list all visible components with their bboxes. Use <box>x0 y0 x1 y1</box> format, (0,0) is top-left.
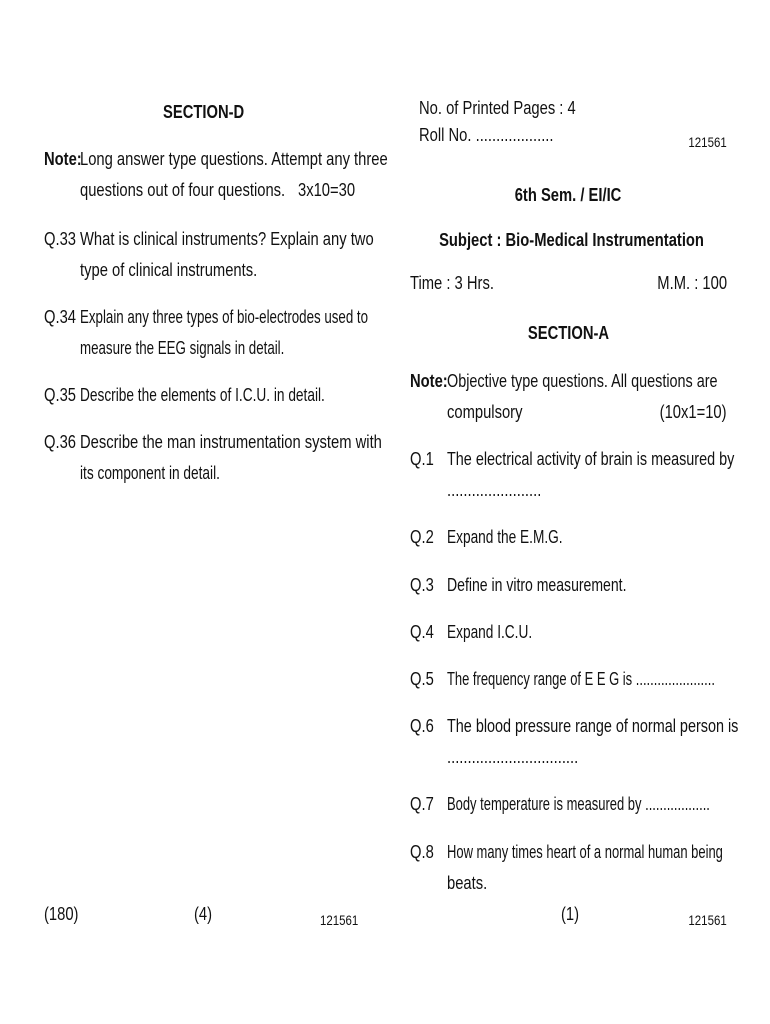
section-a-title: SECTION-A <box>527 323 609 343</box>
question-text-continued: its component in detail. <box>80 463 220 483</box>
question-text: What is clinical instruments? Explain any two <box>80 229 374 249</box>
answer-blank: ................................ <box>447 747 579 767</box>
question-number: Q.6 <box>410 716 434 736</box>
question-text: Expand I.C.U. <box>447 622 533 642</box>
question-number: Q.8 <box>410 842 434 862</box>
question-number: Q.2 <box>410 527 434 547</box>
question-text: The electrical activity of brain is measured by <box>447 449 735 469</box>
answer-blank: ....................... <box>447 480 542 500</box>
paper-code: 121561 <box>688 134 727 150</box>
question-text: How many times heart of a normal human being <box>447 842 723 862</box>
question-number: Q.5 <box>410 669 434 689</box>
footer-page-number: (4) <box>194 904 213 924</box>
note-label: Note: <box>44 149 82 169</box>
footer-page-number: (1) <box>561 904 580 924</box>
question-number: Q.33 <box>44 229 77 249</box>
question-text: The blood pressure range of normal person is <box>447 716 739 736</box>
note-text-line2: compulsory <box>447 402 523 422</box>
question-text-continued: beats. <box>447 873 488 893</box>
footer-serial: (180) <box>44 904 79 924</box>
max-marks: M.M. : 100 <box>657 273 727 293</box>
question-number: Q.7 <box>410 794 434 814</box>
question-number: Q.36 <box>44 432 77 452</box>
note-marks: (10x1=10) <box>660 402 727 422</box>
section-d-title: SECTION-D <box>163 102 245 122</box>
footer-paper-code: 121561 <box>320 912 359 928</box>
question-number: Q.4 <box>410 622 434 642</box>
question-text-continued: type of clinical instruments. <box>80 260 258 280</box>
question-text-continued: measure the EEG signals in detail. <box>80 338 285 358</box>
roll-no: Roll No. ................... <box>419 125 554 145</box>
question-text: Define in vitro measurement. <box>447 575 627 595</box>
question-number: Q.3 <box>410 575 434 595</box>
question-text: Describe the elements of I.C.U. in detail. <box>80 385 325 405</box>
footer-paper-code: 121561 <box>688 912 727 928</box>
question-number: Q.1 <box>410 449 434 469</box>
question-number: Q.35 <box>44 385 77 405</box>
semester: 6th Sem. / EI/IC <box>514 185 622 205</box>
time: Time : 3 Hrs. <box>410 273 494 293</box>
note-text-line2: questions out of four questions. <box>80 180 286 200</box>
note-text-line1: Objective type questions. All questions are <box>447 371 718 391</box>
question-number: Q.34 <box>44 307 77 327</box>
question-text: Expand the E.M.G. <box>447 527 563 547</box>
note-marks: 3x10=30 <box>298 180 356 200</box>
printed-pages: No. of Printed Pages : 4 <box>419 98 576 118</box>
note-text-line1: Long answer type questions. Attempt any three <box>80 149 388 169</box>
question-text: Explain any three types of bio-electrodes used to <box>80 307 369 327</box>
subject: Subject : Bio-Medical Instrumentation <box>439 230 704 250</box>
note-label: Note: <box>410 371 448 391</box>
question-text: The frequency range of E E G is ...................... <box>447 669 715 689</box>
question-text: Describe the man instrumentation system with <box>80 432 382 452</box>
question-text: Body temperature is measured by .................. <box>447 794 710 814</box>
